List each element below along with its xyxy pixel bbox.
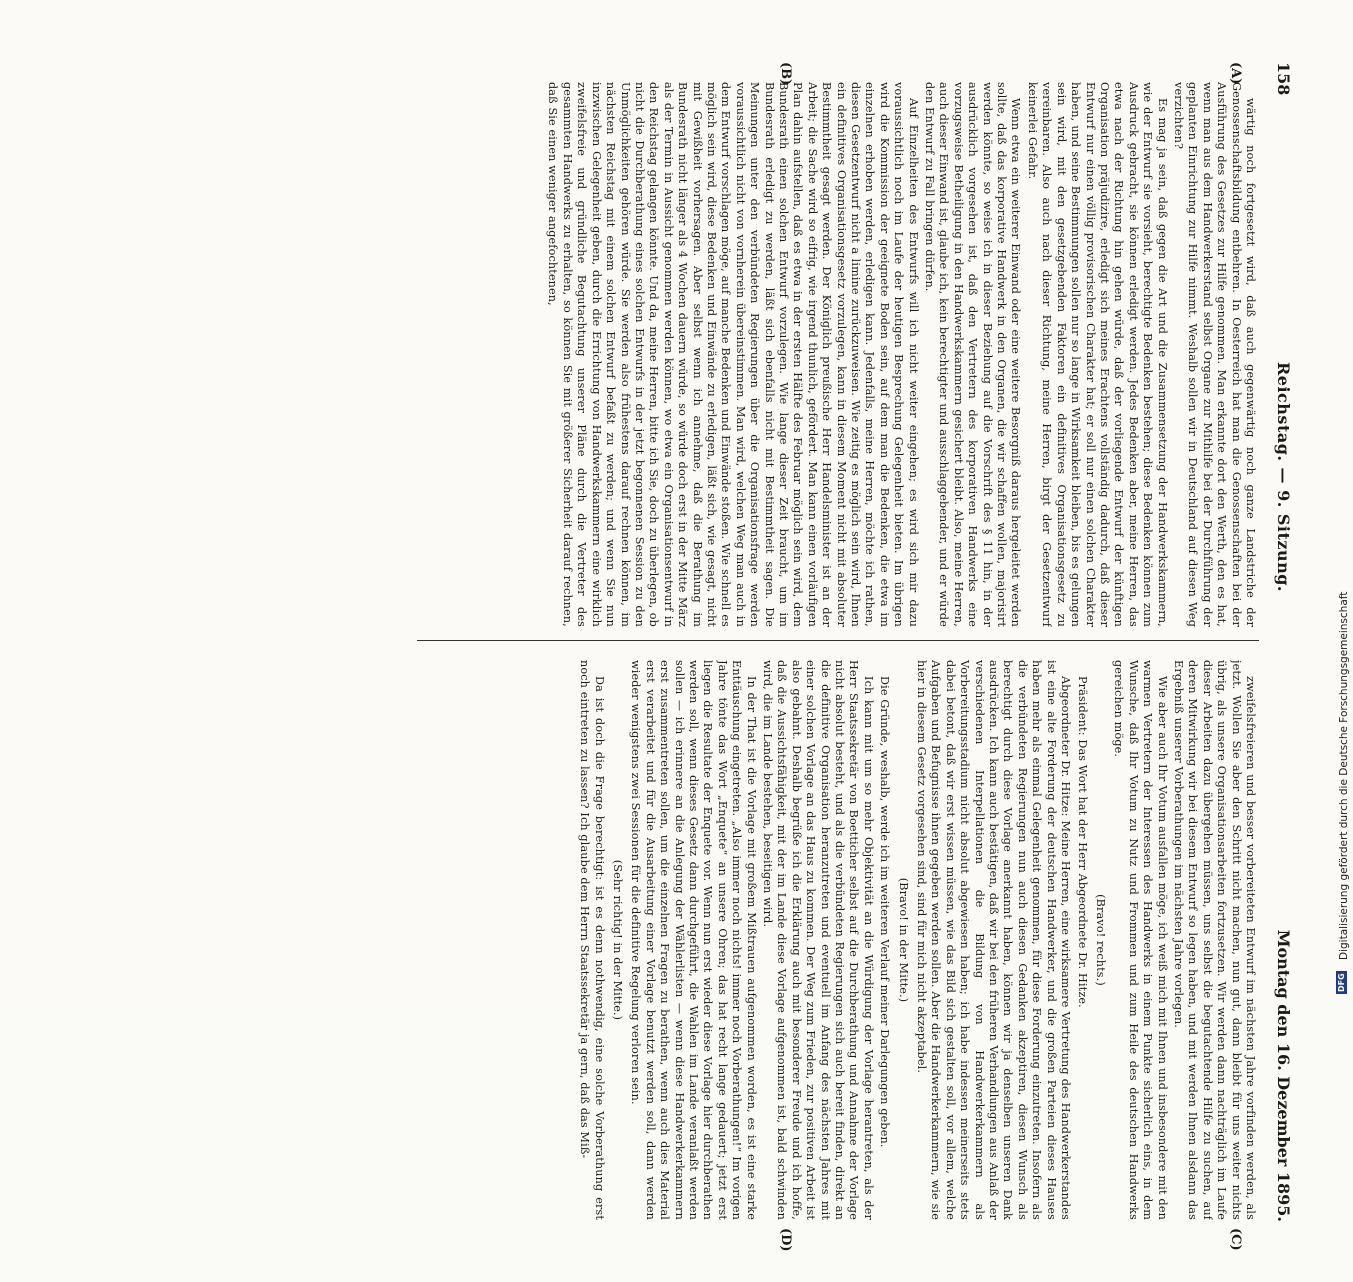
paragraph: Die Gründe, weshalb, werde ich im weiteren Verlauf meiner Darlegungen geben.	[878, 676, 892, 1148]
paragraph: Da ist doch die Frage berechtigt: ist es denn nothwendig, eine solche Vorberathung erst noch eintreten zu lassen? Ich glaube dem Herrn Staatssekretär ja gern, daß das Miß-	[578, 660, 606, 1220]
interjection: (Bravo! rechts.)	[1093, 894, 1107, 986]
paragraph: Es mag ja sein, daß gegen die Art und die Zusammensetzung der Handwerkskammern, wie der Entwurf sie vorsieht, berechtigte Bedenken bestehen; diese Bedenken können zum Ausdruck gebracht, sie können erledigt werden. Jedes Bedenken aber, meine Herren, das etwa nach der Richtung hin gehen würde, daß der vorliegende Entwurf der künftigen Organisation präjudizire, erledigt sich meines Erachtens vollständig dadurch, daß dieser Entwurf nur einen völlig provisorischen Charakter hat; er soll nur einen solchen Charakter haben, und seine Bestimmungen sollen nur so lange in Wirksamkeit bleiben, bis es gelungen sein wird, mit den gesetzgebenden Faktoren ein definitives Organisationsgesetz zu vereinbaren. Also auch nach dieser Richtung, meine Herren, birgt der Gesetzentwurf keinerlei Gefahr.	[1025, 82, 1169, 627]
paragraph: wärtig noch fortgesetzt wird, daß auch gegenwärtig noch ganze Landstriche der Genossenschaftsbildung entbehren. In Oesterreich hat man die Genossenschaften bei der Ausführung des Gesetzes zur Hilfe genommen. Man erkannte dort den Werth, den es hat, wenn man aus dem Handwerkerstand selbst Organe zur Mithilfe bei der Durchführung der geplanten Einrichtung zur Hilfe nimmt. Weshalb sollen wir in Deutschland auf diesen Weg verzichten?	[1171, 82, 1257, 627]
dfg-logo: DFG	[1337, 973, 1346, 992]
paragraph: Auf Einzelheiten des Entwurfs will ich nicht weiter eingehen; es wird sich mir dazu voraussichtlich noch im Laufe der heutigen Besprechung Gelegenheit bieten. Im übrigen wird die Kommission der geeignete Boden sein, auf dem man die Bedenken, die etwa im einzelnen erhoben werden, erledigen kann. Jedenfalls, meine Herren, möchte ich rathen, diesen Gesetzentwurf nicht a limine zurückzuweisen. Wie zeitig es möglich sein wird, Ihnen ein definitives Organisationsgesetz vorzulegen, kann in diesem Moment nicht mit absoluter Bestimmtheit gesagt werden. Der Königlich preußische Herr Handelsminister ist an der Arbeit; die Sache wird so eifrig, wie irgend thunlich, gefördert. Man kann einen vorläufigen Plan dahin aufstellen, daß es etwa in der ersten Hälfte des Februar möglich sein wird, dem Bundesrath einen solchen Entwurf vorzulegen. Wie lange dieser Zeit braucht, um im Bundesrath erledigt zu werden, läßt sich ebenfalls nicht mit Bestimmtheit sagen. Die Meinungen unter den verbündeten Regierungen über die Organisationsfrage werden voraussichtlich nicht von vornherein übereinstimmen. Man wird, welchen Weg man auch in dem Entwurf vorschlagen möge, auf manche Bedenken und Einwände stoßen. Wie schnell es möglich sein wird, diese Bedenken und Einwände zu erledigen, läßt sich, wie gesagt, nicht mit Gewißheit vorhersagen. Aber selbst wenn ich annehme, daß die Berathung im Bundesrath nicht länger als 4 Wochen dauern würde, so würde doch erst in der Mitte März als der Termin in Aussicht genommen werden können, wo etwa ein Organisationsentwurf in den Reichstag gelangen könnte. Und da, meine Herren, bitte ich Sie, doch zu überlegen, ob nicht die Durchberathung eines solchen Entwurfs in der jetzt begonnenen Session zu den Unmöglichkeiten gehören würde. Sie werden also frühestens darauf rechnen können, im nächsten Reichstag mit einem solchen Entwurf befaßt zu werden; und wenn Sie nun inzwischen Gelegenheit geben, durch die Errichtung von Handwerkskammern eine wirklich zweifelsfreie und gründliche Begutachtung unserer Pläne durch die Vertreter des gesammten Handwerks zu erhalten, so können Sie mit größerer Sicherheit darauf rechnen, daß Sie einen weniger angefochtenen,	[546, 82, 920, 627]
paragraph: zweifelsfreieren und besser vorbereiteten Entwurf im nächsten Jahre vorfinden werden, als jetzt. Wollen Sie aber den Schritt nicht machen, nun gut, dann bleibt für uns weiter nichts übrig, als unsere Organisationsarbeiten fortzusetzen. Wir werden dann nachträglich im Laufe dieser Arbeiten dazu übergehen müssen, uns selbst die begutachtende Hilfe zu suchen, auf deren Mitwirkung wir bei diesem Entwurf so legen haben, und mit werden Ihnen alsdann das Ergebniß unserer Vorberathungen im nächsten Jahre vorlegen.	[1171, 660, 1257, 1220]
page-number: 158	[1274, 62, 1293, 96]
page-title: Reichstag. — 9. Sitzung.	[1274, 362, 1293, 592]
digitization-footer	[1336, 60, 1352, 995]
footer-text: Digitalisierung gefördert durch die Deutsche Forschungsgemeinschaft	[1338, 591, 1350, 960]
margin-marker-d: (D)	[778, 1228, 793, 1252]
margin-marker-c: (C)	[1228, 1228, 1243, 1251]
paragraph: Wenn etwa ein weiterer Einwand oder eine weitere Besorgniß daraus hergeleitet werden sollte, daß das korporative Handwerk in den Organen, die wir schaffen wollen, majorisirt werden könnte, so weise ich in dieser Beziehung auf die Vorschrift des § 11 hin, in der ausdrücklich vorgesehen ist, daß den Vertretern des korporativen Handwerks eine vorzugsweise Betheiligung in den Handwerkskammern gesichert bleibt. Also, meine Herren, auch dieser Einwand ist, glaube ich, kein berechtigter und ausschlaggebender, und er würde den Entwurf zu Fall bringen dürfen.	[923, 82, 1023, 627]
paragraph: In der That ist die Vorlage mit großem Mißtrauen aufgenommen worden, es ist eine starke Enttäuschung eingetreten. „Also immer noch nichts! immer noch Vorberathungen!“ Im vorigen Jahre tönte das Wort „Enquete“ an unsere Ohren; das hat recht lange gedauert; jetzt erst liegen die Resultate der Enquete vor. Wenn nun erst wieder diese Vorlage hier durchberathen werden soll, wenn dieses Gesetz dann durchgeführt, die Wahlen im Lande veranlaßt werden sollen — ich erinnere an die Anlegung der Wählerlisten — wenn diese Handwerkerkammern erst zusammentreten sollen, um die einzelnen Fragen zu berathen, wenn auch dies Material erst verarbeitet und für die Ausarbeitung einer Vorlage benutzt werden soll, dann werden wieder wenigstens zwei Sessionen für die definitive Regelung verloren sein.	[629, 660, 758, 1220]
interjection: (Sehr richtig! in der Mitte.)	[610, 859, 624, 1021]
column-divider	[417, 640, 1259, 641]
session-date: Montag den 16. Dezember 1895.	[1274, 929, 1293, 1222]
page-header	[1263, 62, 1293, 1282]
paragraph: Ich kann mit um so mehr Objektivität an die Würdigung der Vorlage herantreten, als der Herr Staatssekretär von Boetticher selbst auf die Durchberathung und Annahme der Vorlage nicht absolut besteht, und als die verbündeten Regierungen sich auch bereit finden, direkt an die definitive Organisation heranzutreten und eventuell im Anfang des nächsten Jahres mit einer solchen Vorlage an das Haus zu kommen. Der Weg zum Frieden, zur positiven Arbeit ist also gebahnt. Deshalb begrüße ich die Erklärung auch mit besonderer Freude und ich hoffe, daß die Aussichtsfähigkeit, mit der im Lande diese Vorlage aufgenommen ist, bald schwinden wird, die im Lande bestehen, beseitigen wird.	[761, 660, 875, 1220]
margin-marker-b: (B)	[778, 62, 793, 86]
margin-marker-a: (A)	[1228, 62, 1243, 85]
speaker-paragraph: Abgeordneter Dr. Hitze: Meine Herren, eine wirksamere Vertretung des Handwerkerstandes ist eine alte Forderung der deutschen Handwerker, und die großen Parteien dieses Hauses haben mehr als einmal Gelegenheit genommen, für diese Forderung einzutreten. Insofern als die verbündeten Regierungen nun auch diesen Gedanken akzeptiren, diesen Wunsch als berechtigt durch diese Vorlage anerkannt haben, können wir ja denselben unseren Dank ausdrücken. Ich kann auch bestätigen, daß wir bei den früheren Verhandlungen aus Anlaß der verschiedenen Interpellationen die Bildung von Handwerkerkammern als Vorbereitungsstadium nicht absolut abgewiesen haben; ich habe indessen meinerseits stets dabei betont, daß wir erst wissen müssen, wie das Bild sich gestalten soll, vor allem, welche Aufgaben und Befugnisse ihnen gegeben werden sollen. Aber die Handwerkerkammern, wie sie hier in diesem Gesetz vorgesehen sind, sind für mich nicht akzeptabel.	[915, 660, 1073, 1220]
paragraph: Wie aber auch Ihr Votum ausfallen möge, ich weiß mich mit Ihnen und insbesondere mit den warmen Vertretern der Interessen des Handwerks in einem Punkte sicherlich eins, in dem Wunsche, daß Ihr Votum zu Nutz und Frommen und zum Heile des deutschen Handwerks gereichen möge.	[1112, 660, 1169, 1220]
interjection: (Bravo! in der Mitte.)	[896, 877, 910, 1003]
speaker-paragraph: Präsident: Das Wort hat der Herr Abgeordnete Dr. Hitze.	[1075, 676, 1089, 1008]
left-column	[417, 82, 1257, 627]
right-column	[417, 660, 1257, 1220]
